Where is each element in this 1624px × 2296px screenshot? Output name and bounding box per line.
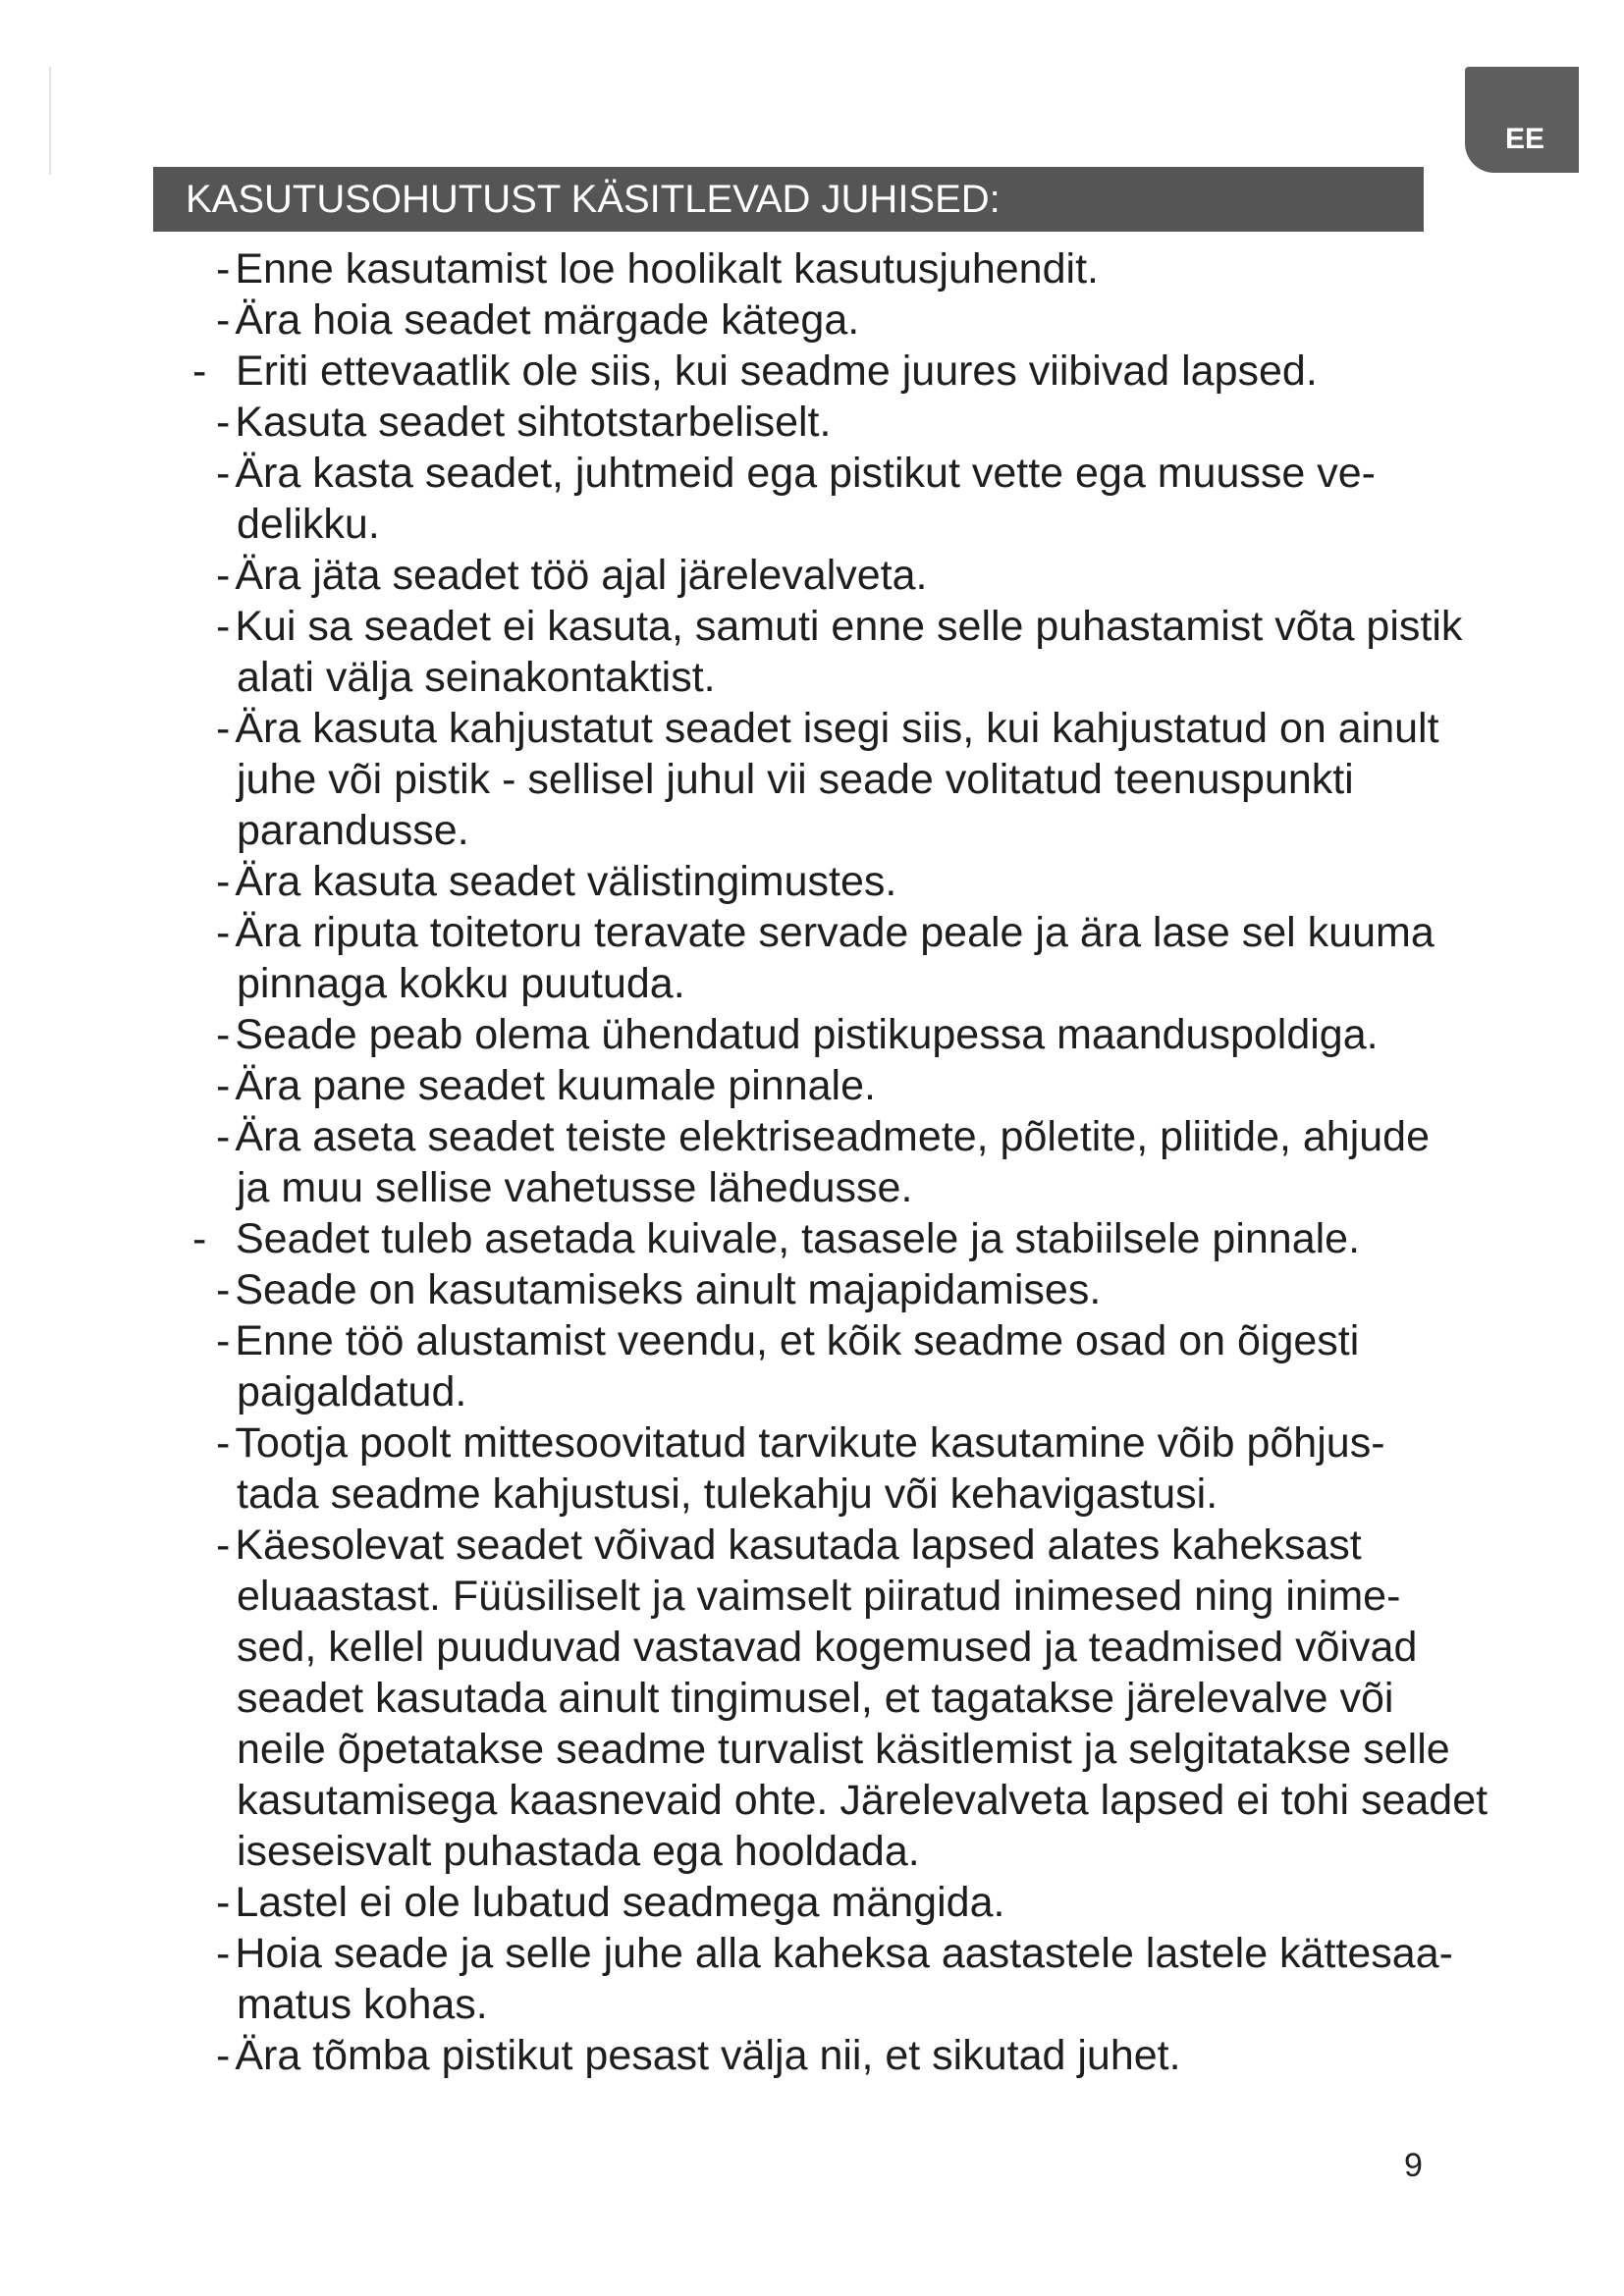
item-first-line — [216, 448, 1551, 499]
bullet-dash: - — [216, 552, 231, 599]
item-line-text: Enne kasutamist loe hoolikalt kasutusjuhendit. — [235, 245, 1099, 293]
item-line-text: Ära kasuta kahjustatut seadet isegi siis, kui kahjustatud on ainult — [235, 705, 1439, 752]
item-line-text: kasutamisega kaasnevaid ohte. Järelevalveta lapsed ei tohi seadet — [237, 1777, 1489, 1824]
item-first-line — [216, 1877, 1551, 1928]
item-line-text: alati välja seinakontaktist. — [237, 654, 716, 701]
item-line-text: Eriti ettevaatlik ole siis, kui seadme juures viibivad lapsed. — [236, 347, 1318, 395]
list-item — [216, 1928, 1551, 2030]
bullet-dash: - — [216, 1419, 231, 1467]
item-line-text: iseseisvalt puhastada ega hooldada. — [237, 1828, 920, 1875]
item-first-line — [216, 1060, 1551, 1111]
item-first-line — [216, 2030, 1551, 2081]
list-item — [216, 1520, 1551, 1877]
item-line-text: Ära hoia seadet märgade kätega. — [235, 296, 860, 344]
bullet-dash: - — [216, 399, 231, 446]
item-line-text: Kui sa seadet ei kasuta, samuti enne selle puhastamist võta pistik — [235, 603, 1463, 650]
item-first-line — [216, 601, 1551, 652]
section-header: KASUTUSOHUTUST KÄSITLEVAD JUHISED: — [153, 167, 1424, 232]
list-item — [216, 294, 1551, 346]
bullet-dash: - — [216, 1113, 231, 1160]
item-line-text: Käesolevat seadet võivad kasutada lapsed alates kaheksast — [235, 1522, 1362, 1569]
item-line-text: sed, kellel puuduvad vastavad kogemused ja teadmised võivad — [237, 1624, 1418, 1671]
item-first-line — [216, 1111, 1551, 1162]
item-first-line — [216, 1315, 1551, 1366]
list-item — [216, 448, 1551, 550]
item-line-text: ja muu sellise vahetusse lähedusse. — [237, 1164, 913, 1211]
list-item — [216, 703, 1551, 856]
item-line-text: Ära jäta seadet töö ajal järelevalveta. — [235, 552, 928, 599]
item-line-text: Ära kasuta seadet välistingimustes. — [235, 858, 897, 905]
item-line-text: Ära aseta seadet teiste elektriseadmete, põletite, pliitide, ahjude — [235, 1113, 1431, 1160]
item-line-text: juhe või pistik - sellisel juhul vii seade volitatud teenuspunkti — [237, 756, 1354, 803]
item-first-line — [216, 1928, 1551, 1979]
bullet-dash: - — [216, 245, 231, 293]
item-line-text: neile õpetatakse seadme turvalist käsitlemist ja selgitatakse selle — [237, 1726, 1450, 1773]
item-line-text: paigaldatud. — [237, 1368, 467, 1415]
bullet-dash: - — [192, 1215, 207, 1262]
item-line-text: eluaastast. Füüsiliselt ja vaimselt piiratud inimesed ning inime- — [237, 1573, 1401, 1620]
bullet-dash: - — [216, 1011, 231, 1058]
list-item — [216, 601, 1551, 703]
item-line-text: tada seadme kahjustusi, tulekahju või kehavigastusi. — [237, 1470, 1218, 1518]
list-item — [216, 397, 1551, 448]
bullet-dash: - — [216, 1062, 231, 1109]
margin-rule — [49, 67, 51, 175]
bullet-dash: - — [216, 858, 231, 905]
item-line-text: matus kohas. — [237, 1981, 488, 2028]
item-first-line — [216, 856, 1551, 907]
bullet-dash: - — [216, 705, 231, 752]
bullet-dash: - — [216, 603, 231, 650]
language-tab — [1465, 67, 1579, 173]
list-item — [216, 1264, 1551, 1315]
page-number: 9 — [1404, 2147, 1423, 2184]
list-item — [216, 1111, 1551, 1213]
item-first-line — [216, 294, 1551, 346]
item-line-text: Hoia seade ja selle juhe alla kaheksa aastastele lastele kättesaa- — [235, 1930, 1453, 1977]
item-first-line — [216, 703, 1551, 754]
item-first-line — [216, 397, 1551, 448]
item-first-line — [216, 1264, 1551, 1315]
list-item — [216, 243, 1551, 294]
item-first-line — [192, 346, 1551, 397]
item-line-text: Seade peab olema ühendatud pistikupessa maanduspoldiga. — [235, 1011, 1379, 1058]
list-item — [216, 1877, 1551, 1928]
list-item — [216, 1315, 1551, 1417]
language-tab-label: EE — [1504, 123, 1545, 155]
item-first-line — [192, 1213, 1551, 1264]
bullet-dash: - — [216, 450, 231, 497]
bullet-dash: - — [192, 347, 207, 395]
bullet-dash: - — [216, 1522, 231, 1569]
list-item — [216, 550, 1551, 601]
item-first-line — [216, 1520, 1551, 1571]
item-first-line — [216, 550, 1551, 601]
list-item — [192, 346, 1551, 397]
item-first-line — [216, 243, 1551, 294]
item-line-text: parandusse. — [237, 807, 469, 854]
item-line-text: Tootja poolt mittesoovitatud tarvikute kasutamine võib põhjus- — [235, 1419, 1385, 1467]
list-item — [216, 856, 1551, 907]
item-first-line — [216, 1009, 1551, 1060]
item-line-text: delikku. — [237, 501, 380, 548]
bullet-dash: - — [216, 909, 231, 956]
bullet-dash: - — [216, 1317, 231, 1364]
item-first-line — [216, 907, 1551, 958]
bullet-dash: - — [216, 2032, 231, 2079]
bullet-dash: - — [216, 1879, 231, 1926]
list-item — [216, 907, 1551, 1009]
list-item — [216, 1009, 1551, 1060]
bullet-dash: - — [216, 296, 231, 344]
item-line-text: Seade on kasutamiseks ainult majapidamises. — [235, 1266, 1102, 1313]
bullet-dash: - — [216, 1930, 231, 1977]
list-item — [216, 2030, 1551, 2081]
list-item — [216, 1417, 1551, 1520]
item-line-text: Ära riputa toitetoru teravate servade peale ja ära lase sel kuuma — [235, 909, 1435, 956]
safety-instructions-list — [192, 243, 1551, 2081]
item-first-line — [216, 1417, 1551, 1468]
list-item — [216, 1060, 1551, 1111]
bullet-dash: - — [216, 1266, 231, 1313]
item-line-text: Enne töö alustamist veendu, et kõik seadme osad on õigesti — [235, 1317, 1360, 1364]
list-item — [192, 1213, 1551, 1264]
item-line-text: Ära kasta seadet, juhtmeid ega pistikut vette ega muusse ve- — [235, 450, 1376, 497]
item-line-text: Ära tõmba pistikut pesast välja nii, et sikutad juhet. — [235, 2032, 1181, 2079]
item-line-text: Lastel ei ole lubatud seadmega mängida. — [235, 1879, 1005, 1926]
item-line-text: Ära pane seadet kuumale pinnale. — [235, 1062, 876, 1109]
item-line-text: Seadet tuleb asetada kuivale, tasasele ja stabiilsele pinnale. — [236, 1215, 1361, 1262]
item-line-text: Kasuta seadet sihtotstarbeliselt. — [235, 399, 832, 446]
item-line-text: seadet kasutada ainult tingimusel, et tagatakse järelevalve või — [237, 1675, 1394, 1722]
item-line-text: pinnaga kokku puutuda. — [237, 960, 685, 1007]
